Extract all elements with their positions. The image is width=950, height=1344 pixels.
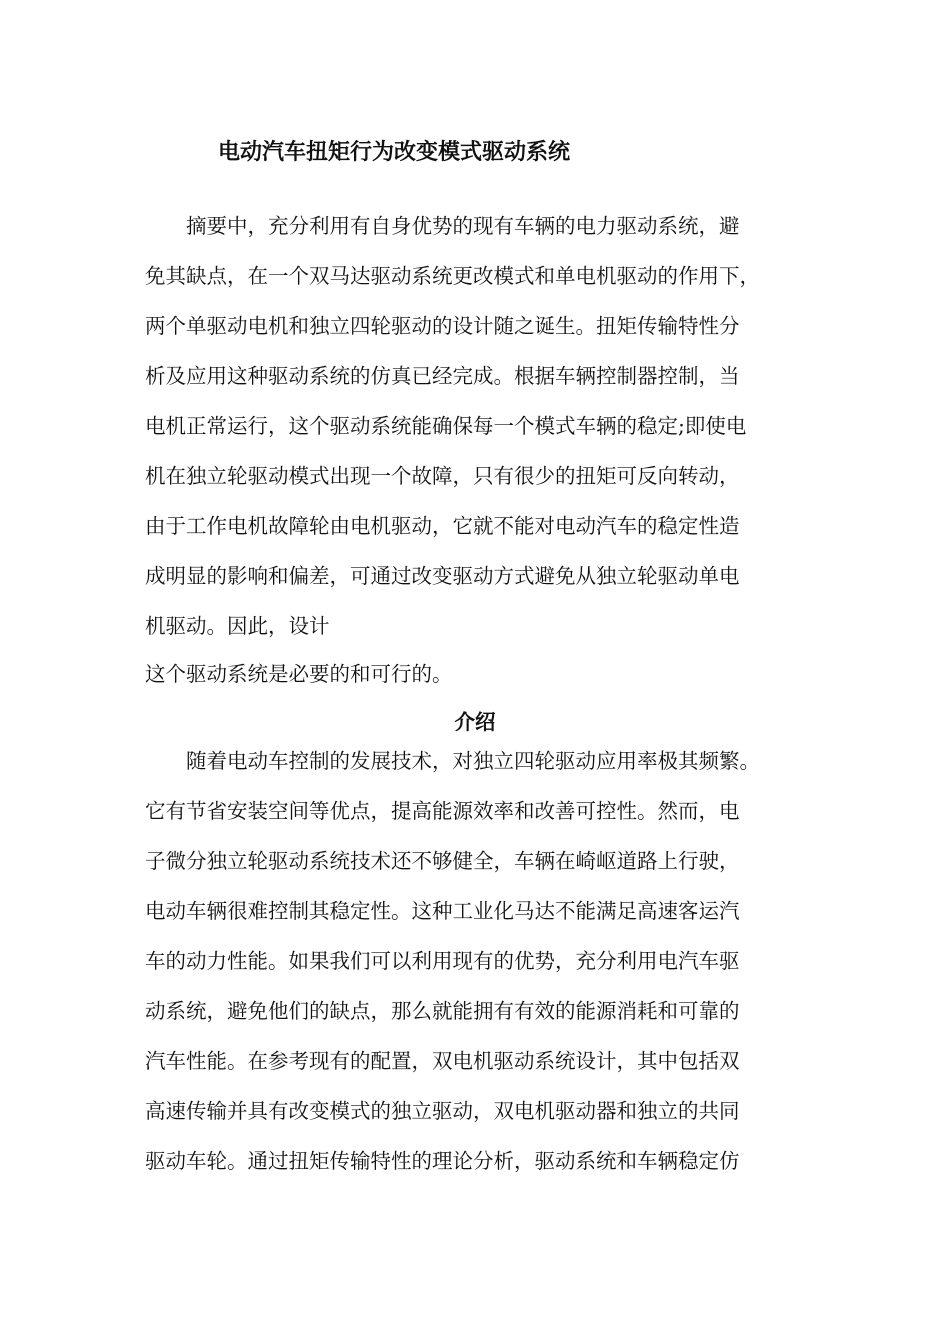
intro-line: 高速传输并具有改变模式的独立驱动，双电机驱动器和独立的共同: [145, 1099, 740, 1123]
intro-line: 电动车辆很难控制其稳定性。这种工业化马达不能满足高速客运汽: [145, 899, 740, 923]
abstract-line: 电机正常运行，这个驱动系统能确保每一个模式车辆的稳定;即使电: [145, 414, 747, 438]
abstract-line: 两个单驱动电机和独立四轮驱动的设计随之诞生。扭矩传输特性分: [145, 314, 740, 338]
document-title: 电动汽车扭矩行为改变模式驱动系统: [218, 140, 571, 165]
intro-line: 子微分独立轮驱动系统技术还不够健全，车辆在崎岖道路上行驶，: [145, 849, 740, 873]
intro-line: 随着电动车控制的发展技术，对独立四轮驱动应用率极其频繁。: [145, 749, 760, 773]
intro-line: 汽车性能。在参考现有的配置，双电机驱动系统设计，其中包括双: [145, 1049, 740, 1073]
section-heading-introduction: 介绍: [454, 710, 496, 734]
abstract-line: 析及应用这种驱动系统的仿真已经完成。根据车辆控制器控制，当: [145, 364, 740, 388]
intro-line: 它有节省安装空间等优点，提高能源效率和改善可控性。然而，电: [145, 799, 740, 823]
intro-line: 驱动车轮。通过扭矩传输特性的理论分析，驱动系统和车辆稳定仿: [145, 1149, 740, 1173]
abstract-line: 这个驱动系统是必要的和可行的。: [145, 662, 453, 686]
abstract-line: 免其缺点，在一个双马达驱动系统更改模式和单电机驱动的作用下，: [145, 264, 760, 288]
abstract-line: 成明显的影响和偏差，可通过改变驱动方式避免从独立轮驱动单电: [145, 564, 740, 588]
abstract-line: 摘要中，充分利用有自身优势的现有车辆的电力驱动系统，避: [145, 214, 740, 238]
abstract-line: 由于工作电机故障轮由电机驱动，它就不能对电动汽车的稳定性造: [145, 514, 740, 538]
intro-line: 车的动力性能。如果我们可以利用现有的优势，充分利用电汽车驱: [145, 949, 740, 973]
abstract-line: 机在独立轮驱动模式出现一个故障，只有很少的扭矩可反向转动，: [145, 464, 740, 488]
abstract-line: 机驱动。因此，设计: [145, 614, 330, 638]
intro-line: 动系统，避免他们的缺点，那么就能拥有有效的能源消耗和可靠的: [145, 999, 740, 1023]
